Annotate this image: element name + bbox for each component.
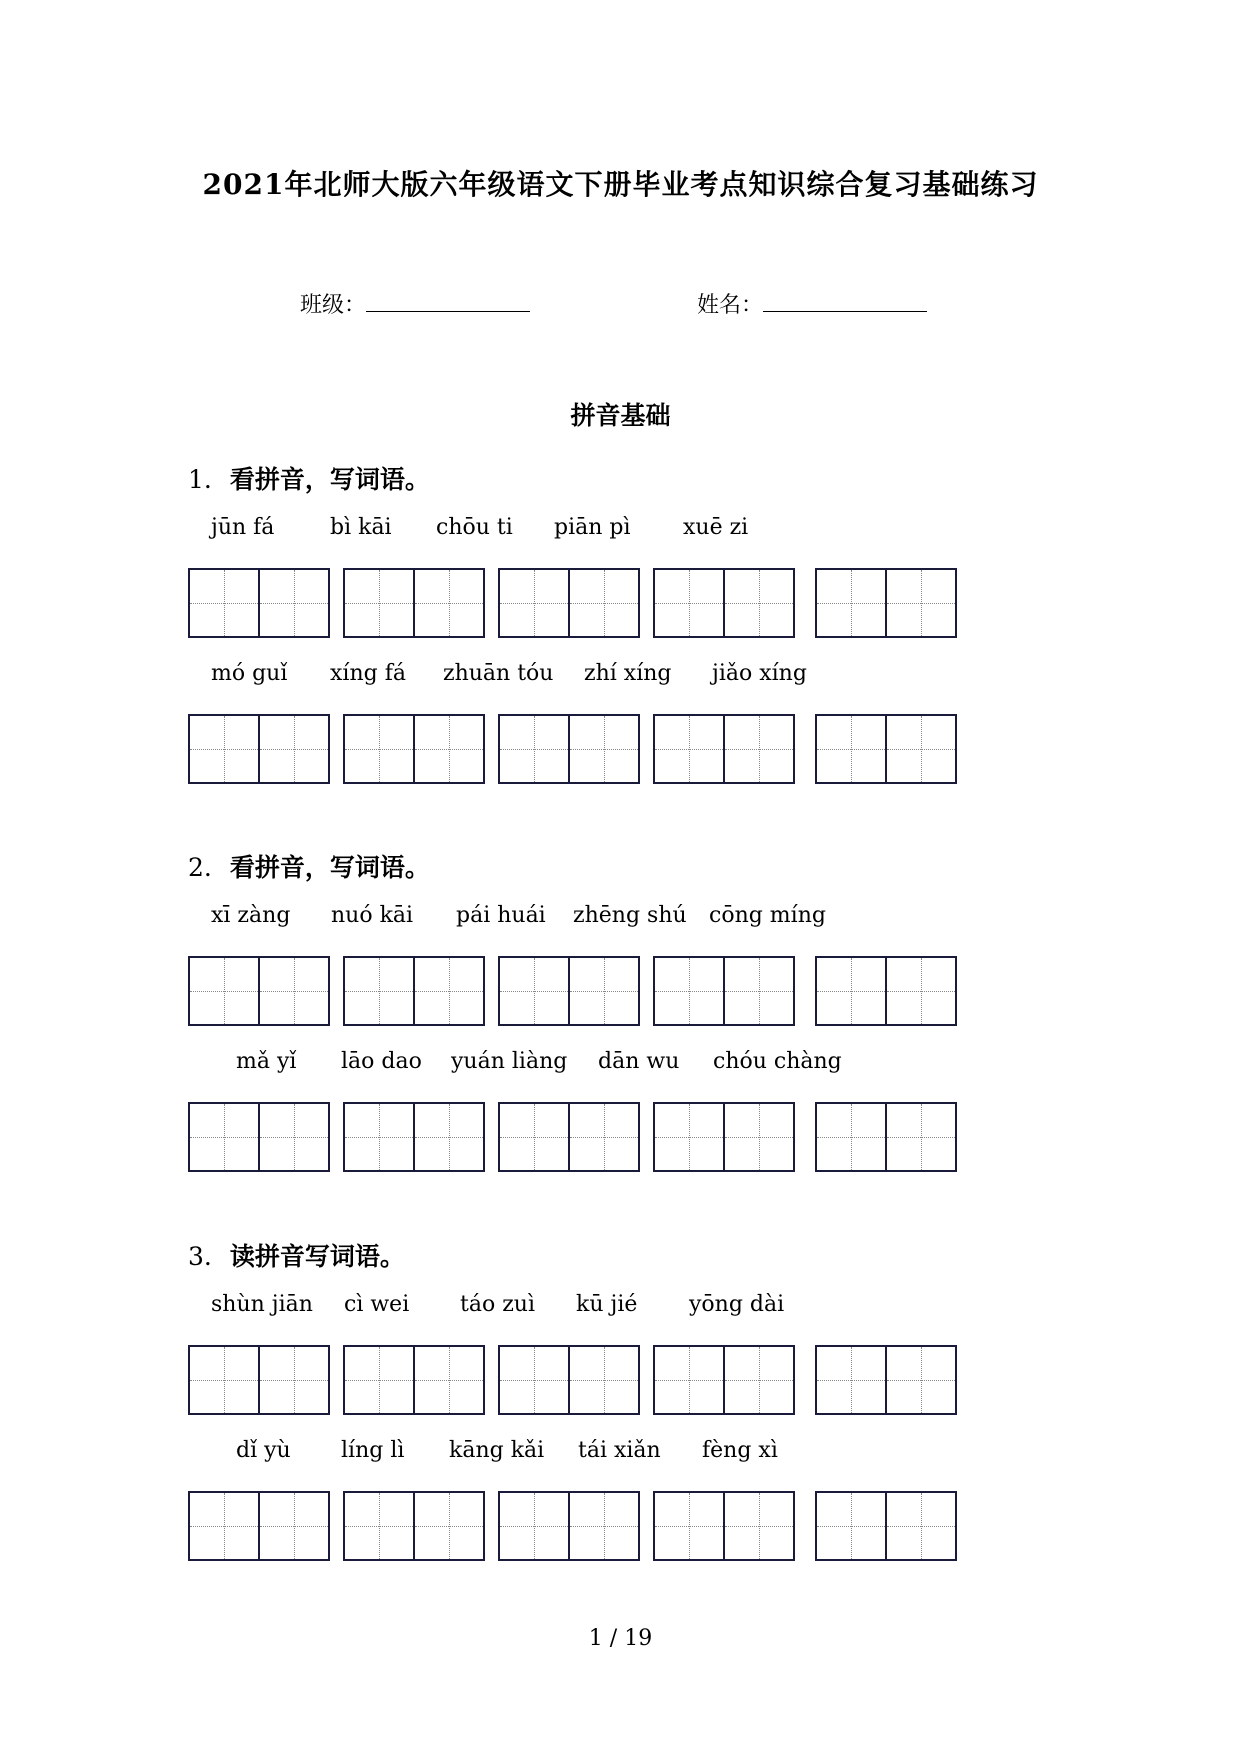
writing-box <box>815 568 957 638</box>
writing-box <box>653 1102 795 1172</box>
pinyin-row <box>0 1438 1241 1468</box>
question-text: 读拼音写词语。 <box>229 1242 405 1271</box>
pinyin-word: xíng fá <box>330 661 406 686</box>
question-title <box>188 848 430 884</box>
character-cell[interactable] <box>885 570 955 636</box>
writing-box <box>815 956 957 1026</box>
character-cell[interactable] <box>500 1104 568 1170</box>
character-cell[interactable] <box>500 1347 568 1413</box>
pinyin-row <box>0 903 1241 933</box>
pinyin-word: zhēng shú <box>573 903 687 928</box>
pinyin-word: chóu chàng <box>713 1049 842 1074</box>
writing-box <box>653 1491 795 1561</box>
character-cell[interactable] <box>500 716 568 782</box>
writing-box <box>188 956 330 1026</box>
character-cell[interactable] <box>817 570 885 636</box>
character-cell[interactable] <box>817 1104 885 1170</box>
writing-grid-row <box>0 1491 1241 1563</box>
pinyin-word: líng lì <box>341 1438 405 1463</box>
character-cell[interactable] <box>568 958 638 1024</box>
writing-box <box>653 1345 795 1415</box>
writing-box <box>343 956 485 1026</box>
pinyin-word: chōu ti <box>436 515 513 540</box>
question-text: 看拼音，写词语。 <box>229 853 430 882</box>
section-title: 拼音基础 <box>570 401 671 430</box>
question-title <box>188 460 430 496</box>
pinyin-row <box>0 1292 1241 1322</box>
name-blank[interactable] <box>763 293 927 312</box>
question-text: 看拼音，写词语。 <box>229 465 430 494</box>
writing-box <box>498 1102 640 1172</box>
pinyin-word: cì wei <box>344 1292 410 1317</box>
character-cell[interactable] <box>258 716 328 782</box>
character-cell[interactable] <box>258 1347 328 1413</box>
pinyin-row <box>0 515 1241 545</box>
writing-box <box>343 1345 485 1415</box>
question-number: 3. <box>188 1242 212 1271</box>
character-cell[interactable] <box>413 570 483 636</box>
writing-box <box>498 568 640 638</box>
character-cell[interactable] <box>723 716 793 782</box>
character-cell[interactable] <box>723 958 793 1024</box>
pinyin-word: mǎ yǐ <box>236 1049 297 1074</box>
pinyin-word: pái huái <box>456 903 546 928</box>
writing-box <box>343 1491 485 1561</box>
writing-box <box>498 1491 640 1561</box>
pinyin-word: nuó kāi <box>331 903 414 928</box>
writing-box <box>343 1102 485 1172</box>
question-number: 2. <box>188 853 212 882</box>
character-cell[interactable] <box>500 958 568 1024</box>
writing-box <box>343 568 485 638</box>
character-cell[interactable] <box>568 570 638 636</box>
pinyin-row <box>0 1049 1241 1079</box>
character-cell[interactable] <box>258 1493 328 1559</box>
writing-box <box>653 568 795 638</box>
pinyin-word: cōng míng <box>709 903 826 928</box>
character-cell[interactable] <box>723 570 793 636</box>
character-cell[interactable] <box>885 1347 955 1413</box>
character-cell[interactable] <box>723 1347 793 1413</box>
pinyin-word: yōng dài <box>689 1292 785 1317</box>
character-cell[interactable] <box>190 1347 258 1413</box>
character-cell[interactable] <box>885 1104 955 1170</box>
name-label: 姓名： <box>697 293 764 318</box>
pinyin-word: dǐ yù <box>236 1438 291 1463</box>
character-cell[interactable] <box>413 958 483 1024</box>
writing-box <box>498 1345 640 1415</box>
writing-grid-row <box>0 1345 1241 1417</box>
character-cell[interactable] <box>345 958 413 1024</box>
character-cell[interactable] <box>190 1493 258 1559</box>
character-cell[interactable] <box>190 958 258 1024</box>
writing-box <box>188 1102 330 1172</box>
character-cell[interactable] <box>655 716 723 782</box>
character-cell[interactable] <box>413 1493 483 1559</box>
character-cell[interactable] <box>885 716 955 782</box>
pinyin-word: bì kāi <box>330 515 392 540</box>
character-cell[interactable] <box>345 1493 413 1559</box>
pinyin-word: jiǎo xíng <box>712 661 807 686</box>
writing-box <box>188 1345 330 1415</box>
writing-box <box>653 714 795 784</box>
character-cell[interactable] <box>500 570 568 636</box>
character-cell[interactable] <box>655 1104 723 1170</box>
pinyin-word: tái xiǎn <box>578 1438 661 1463</box>
writing-grid-row <box>0 1102 1241 1174</box>
character-cell[interactable] <box>413 1347 483 1413</box>
character-cell[interactable] <box>885 1493 955 1559</box>
character-cell[interactable] <box>817 958 885 1024</box>
page-number: 1 / 19 <box>588 1626 653 1651</box>
character-cell[interactable] <box>413 1104 483 1170</box>
writing-box <box>815 714 957 784</box>
pinyin-word: yuán liàng <box>451 1049 568 1074</box>
pinyin-word: xuē zi <box>683 515 749 540</box>
character-cell[interactable] <box>568 1347 638 1413</box>
writing-box <box>815 1491 957 1561</box>
writing-box <box>653 956 795 1026</box>
character-cell[interactable] <box>190 716 258 782</box>
pinyin-row <box>0 661 1241 691</box>
writing-box <box>498 714 640 784</box>
pinyin-word: xī zàng <box>211 903 291 928</box>
character-cell[interactable] <box>190 570 258 636</box>
writing-grid-row <box>0 714 1241 786</box>
character-cell[interactable] <box>258 958 328 1024</box>
pinyin-word: fèng xì <box>702 1438 778 1463</box>
class-label: 班级： <box>300 293 367 318</box>
character-cell[interactable] <box>817 1347 885 1413</box>
pinyin-word: kāng kǎi <box>449 1438 545 1463</box>
pinyin-word: zhí xíng <box>584 661 672 686</box>
character-cell[interactable] <box>568 1104 638 1170</box>
character-cell[interactable] <box>817 1493 885 1559</box>
character-cell[interactable] <box>723 1104 793 1170</box>
question-title <box>188 1237 405 1273</box>
character-cell[interactable] <box>655 570 723 636</box>
pinyin-word: shùn jiān <box>211 1292 313 1317</box>
writing-grid-row <box>0 568 1241 640</box>
character-cell[interactable] <box>655 958 723 1024</box>
name-field <box>697 288 927 319</box>
pinyin-word: piān pì <box>554 515 631 540</box>
character-cell[interactable] <box>568 1493 638 1559</box>
pinyin-word: jūn fá <box>211 515 275 540</box>
writing-box <box>188 714 330 784</box>
document-title: 2021年北师大版六年级语文下册毕业考点知识综合复习基础练习 <box>202 168 1039 201</box>
character-cell[interactable] <box>413 716 483 782</box>
character-cell[interactable] <box>190 1104 258 1170</box>
writing-box <box>188 1491 330 1561</box>
pinyin-word: zhuān tóu <box>443 661 554 686</box>
writing-box <box>343 714 485 784</box>
pinyin-word: kū jié <box>576 1292 638 1317</box>
character-cell[interactable] <box>885 958 955 1024</box>
character-cell[interactable] <box>345 1104 413 1170</box>
character-cell[interactable] <box>345 1347 413 1413</box>
character-cell[interactable] <box>817 716 885 782</box>
pinyin-word: mó guǐ <box>211 661 288 686</box>
writing-box <box>188 568 330 638</box>
writing-box <box>815 1345 957 1415</box>
pinyin-word: dān wu <box>598 1049 680 1074</box>
question-number: 1. <box>188 465 212 494</box>
character-cell[interactable] <box>500 1493 568 1559</box>
character-cell[interactable] <box>723 1493 793 1559</box>
character-cell[interactable] <box>258 570 328 636</box>
writing-grid-row <box>0 956 1241 1028</box>
class-field <box>300 288 530 319</box>
writing-box <box>815 1102 957 1172</box>
character-cell[interactable] <box>655 1493 723 1559</box>
character-cell[interactable] <box>568 716 638 782</box>
character-cell[interactable] <box>258 1104 328 1170</box>
character-cell[interactable] <box>655 1347 723 1413</box>
character-cell[interactable] <box>345 570 413 636</box>
class-blank[interactable] <box>366 293 530 312</box>
character-cell[interactable] <box>345 716 413 782</box>
pinyin-word: lāo dao <box>341 1049 422 1074</box>
pinyin-word: táo zuì <box>460 1292 535 1317</box>
writing-box <box>498 956 640 1026</box>
